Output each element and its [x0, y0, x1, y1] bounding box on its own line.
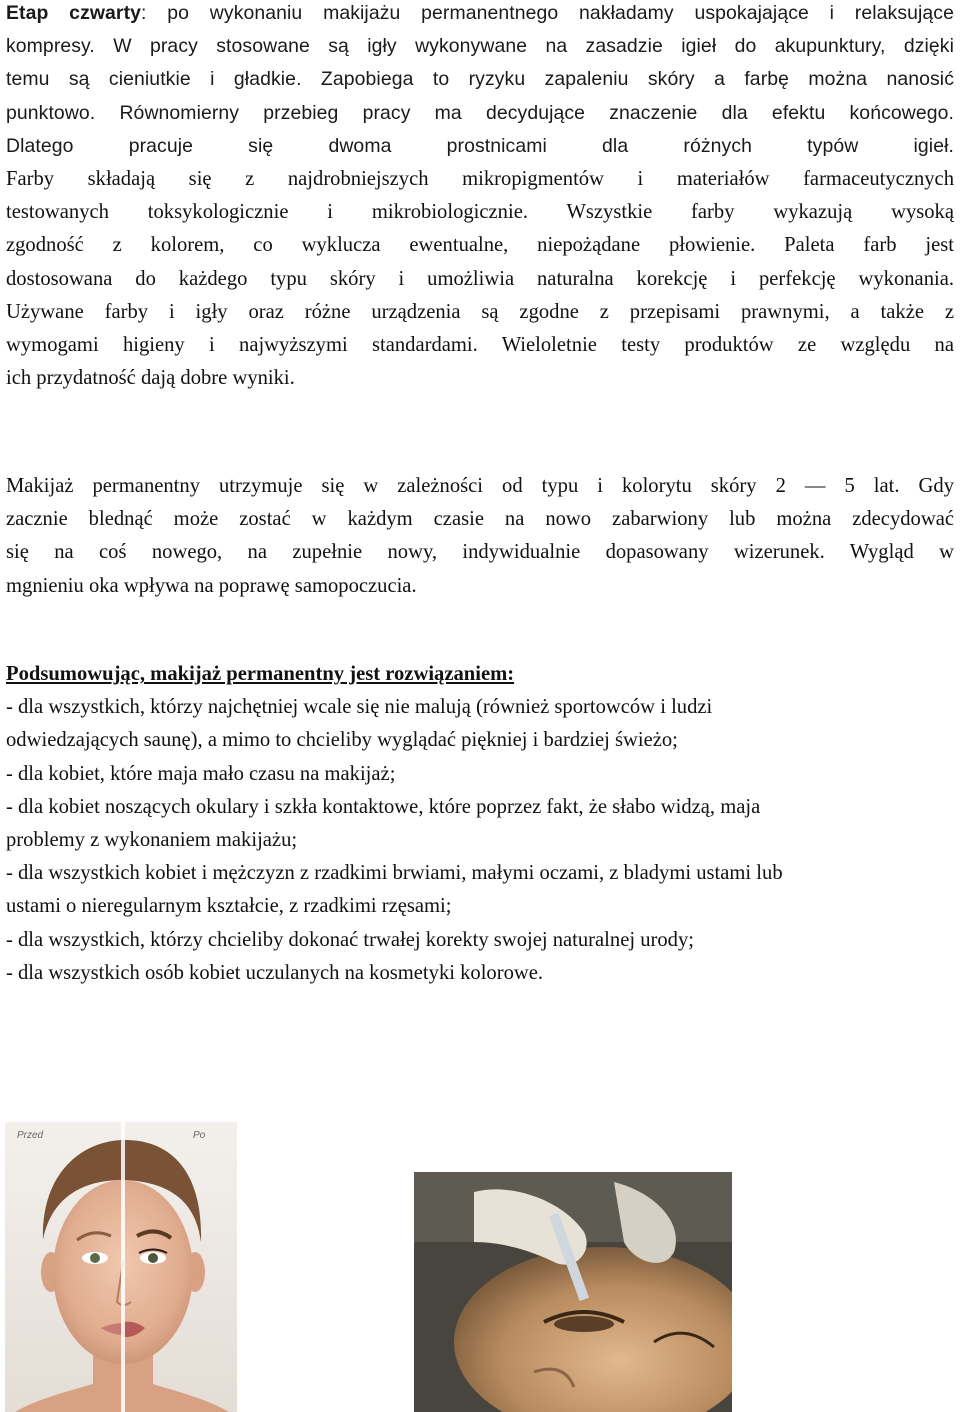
paragraph-line: zgodność z kolorem, co wyklucza ewentualne, niepożądane płowienie. Paleta farb jest — [6, 234, 954, 257]
summary-item: - dla kobiet, które maja mało czasu na makijaż; — [6, 762, 396, 785]
paragraph-line: mgnieniu oka wpływa na poprawę samopoczucia. — [6, 574, 417, 597]
paragraph-line: się na coś nowego, na zupełnie nowy, indywidualnie dopasowany wizerunek. Wygląd w — [6, 541, 954, 564]
procedure-illustration — [414, 1172, 732, 1412]
summary-heading: Podsumowując, makijaż permanentny jest rozwiązaniem: — [6, 663, 515, 685]
label-before: Przed — [17, 1130, 44, 1141]
paragraph-line: Farby składają się z najdrobniejszych mikropigmentów i materiałów farmaceutycznych — [6, 168, 954, 190]
summary-item: - dla kobiet noszących okulary i szkła kontaktowe, które poprzez fakt, że słabo widzą, maja — [6, 795, 761, 818]
paragraph-line: wymogami higieny i najwyższymi standardami. Wieloletnie testy produktów ze względu na — [6, 334, 954, 357]
stage-lead: Etap czwarty — [6, 2, 142, 24]
paragraph-stage-four — [6, 0, 954, 163]
face-illustration — [5, 1122, 237, 1412]
paragraph-line: temu są cieniutkie i gładkie. Zapobiega to ryzyku zapaleniu skóry a farbę można nanosić — [6, 68, 954, 91]
paragraph-line: dostosowana do każdego typu skóry i umożliwia naturalna korekcję i perfekcję wykonania. — [6, 267, 954, 290]
summary-item: problemy z wykonaniem makijażu; — [6, 829, 298, 852]
summary-item: - dla wszystkich osób kobiet uczulanych na kosmetyki kolorowe. — [6, 961, 544, 984]
procedure-photo — [414, 1172, 732, 1412]
paragraph-line: ich przydatność dają dobre wyniki. — [6, 367, 295, 390]
paragraph-line: Makijaż permanentny utrzymuje się w zależności od typu i kolorytu skóry 2 — 5 lat. Gdy — [6, 475, 954, 497]
summary-section — [6, 658, 954, 990]
summary-item: - dla wszystkich, którzy chcieliby dokonać trwałej korekty swojej naturalnej urody; — [6, 928, 694, 951]
paragraph-line: Używane farby i igły oraz różne urządzenia są zgodne z przepisami prawnymi, a także z — [6, 300, 954, 323]
paragraph-line: kompresy. W pracy stosowane są igły wykonywane na zasadzie igieł do akupunktury, dzięki — [6, 35, 954, 58]
paragraph-duration — [6, 470, 954, 603]
paragraph-inks — [6, 163, 954, 395]
paragraph-line: testowanych toksykologicznie i mikrobiologicznie. Wszystkie farby wykazują wysoką — [6, 201, 954, 224]
paragraph-line: Dlatego pracuje się dwoma prostnicami dla różnych typów igieł. — [6, 134, 954, 157]
summary-item: ustami o nieregularnym kształcie, z rzadkimi rzęsami; — [6, 895, 452, 918]
paragraph-line: punktowo. Równomierny przebieg pracy ma decydujące znaczenie dla efektu końcowego. — [6, 101, 954, 124]
summary-item: - dla wszystkich kobiet i mężczyzn z rzadkimi brwiami, małymi oczami, z bladymi ustami lub — [6, 862, 783, 885]
summary-item: odwiedzających saunę), a mimo to chcieliby wyglądać piękniej i bardziej świeżo; — [6, 729, 678, 752]
before-after-photo — [5, 1122, 237, 1412]
paragraph-line: Etap czwarty: po wykonaniu makijażu permanentnego nakładamy uspokajające i relaksujące — [6, 2, 954, 24]
label-after: Po — [193, 1130, 206, 1141]
paragraph-line: zacznie blednąć może zostać w każdym czasie na nowo zabarwiony lub można zdecydować — [6, 508, 954, 531]
summary-item: - dla wszystkich, którzy najchętniej wcale się nie malują (również sportowców i ludzi — [6, 696, 713, 719]
